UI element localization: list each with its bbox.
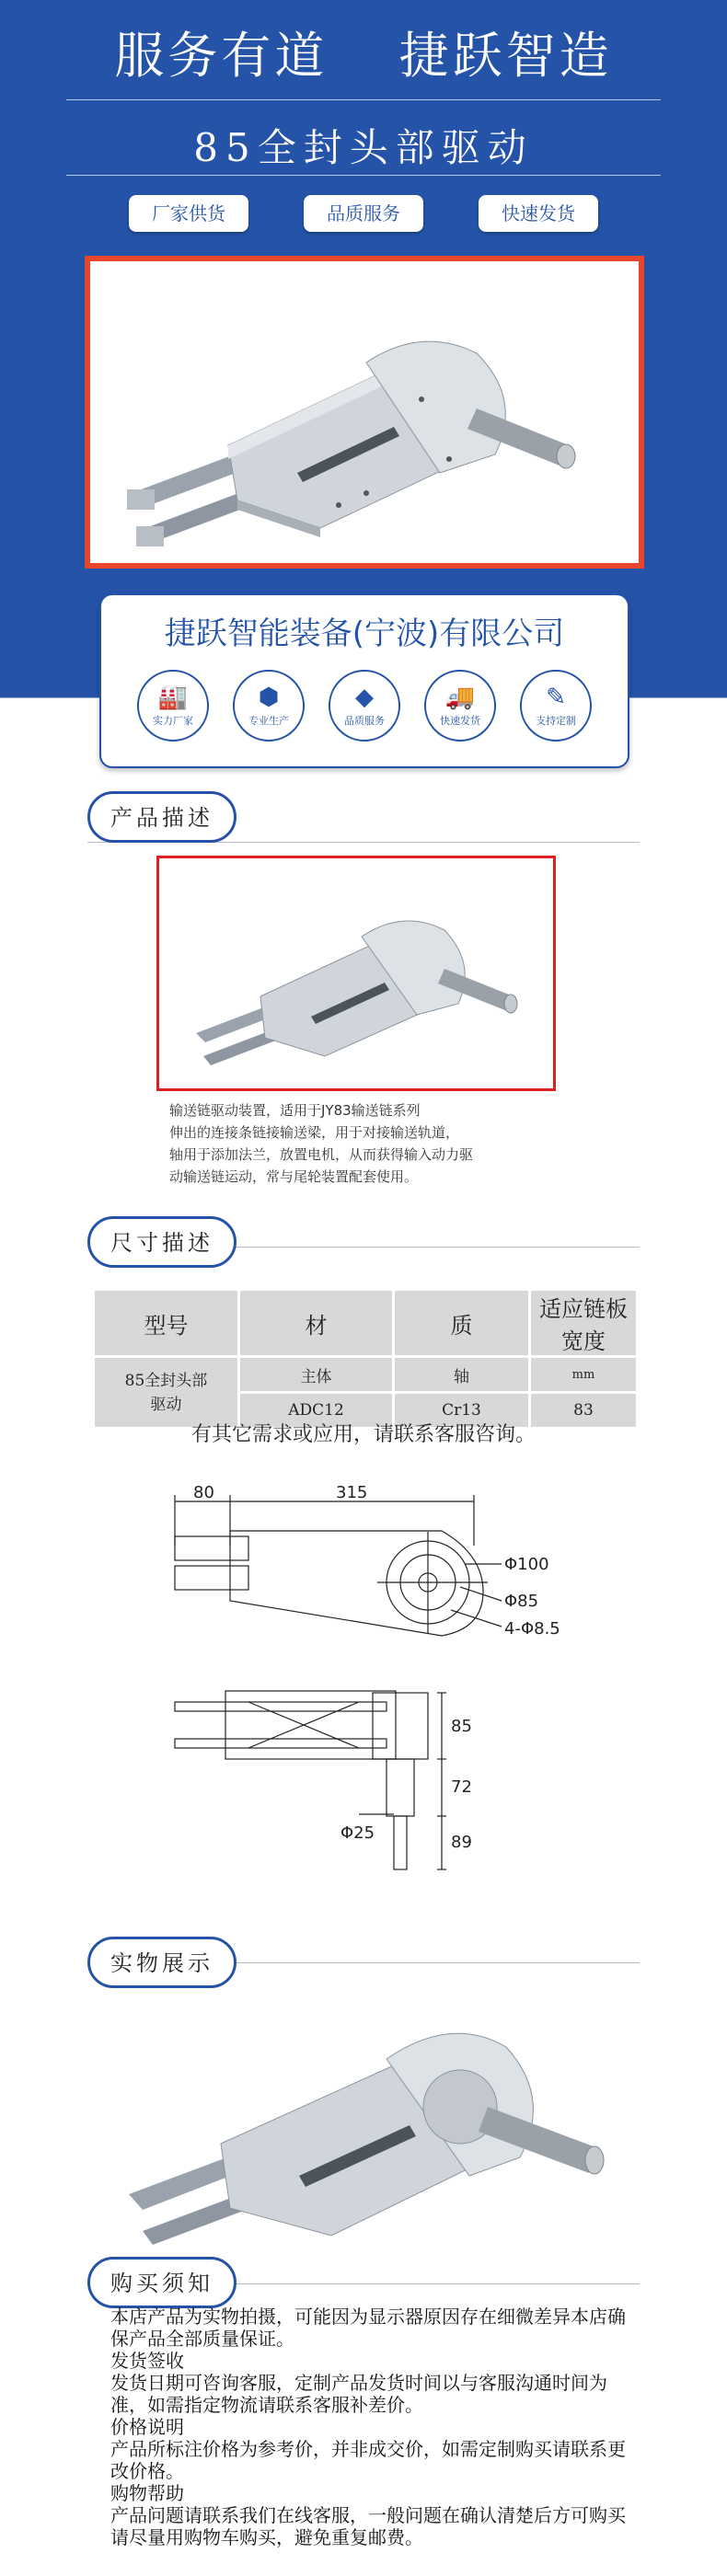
factory-icon: 🏭 — [157, 684, 189, 711]
feature-label: 品质服务 — [344, 715, 385, 727]
header-material-1: 材 — [240, 1291, 392, 1355]
cell-shaft-material: Cr13 — [395, 1394, 528, 1427]
feature-factory — [137, 670, 209, 742]
drive-unit-image — [90, 261, 639, 563]
badge-quality-service: 品质服务 — [304, 195, 423, 232]
dimension-drawing — [138, 1472, 653, 1877]
cell-unit: mm — [531, 1358, 636, 1391]
notes-paragraph: 产品问题请联系我们在线客服，一般问题在确认清楚后方可购买请尽量用购物车购买，避免重复邮费。 — [110, 2504, 626, 2548]
cell-chain-width: 83 — [531, 1394, 636, 1427]
description-line: 轴用于添加法兰，放置电机，从而获得输入动力驱 — [169, 1146, 474, 1163]
spec-contact-note: 有其它需求或应用，请联系客服咨询。 — [190, 1423, 536, 1446]
feature-delivery — [424, 670, 496, 742]
drive-unit-image — [159, 858, 553, 1088]
cell-shaft: 轴 — [395, 1358, 528, 1391]
feature-production — [233, 670, 305, 742]
dim-4-phi8-5: 4-Φ8.5 — [504, 1619, 560, 1639]
description-line: 输送链驱动装置，适用于JY83输送链系列 — [169, 1102, 421, 1119]
feature-label: 支持定制 — [536, 715, 576, 727]
notes-heading: 价格说明 — [110, 2416, 184, 2438]
cell-model — [95, 1358, 237, 1427]
dim-80: 80 — [193, 1483, 214, 1502]
diamond-icon: ◆ — [355, 684, 374, 711]
feature-quality — [329, 670, 400, 742]
model-text: 85全封头部驱动 — [124, 1371, 208, 1414]
pencil-ruler-icon: ✎ — [546, 684, 566, 711]
technical-drawing — [138, 1472, 653, 1877]
hero-rule-top — [66, 99, 661, 100]
header-chain-width: 适应链板宽度 — [531, 1291, 636, 1355]
drive-unit-image — [110, 1969, 607, 2254]
feature-label: 实力厂家 — [153, 715, 193, 727]
dim-phi25: Φ25 — [340, 1823, 375, 1843]
header-material-2: 质 — [395, 1291, 528, 1355]
notes-paragraph: 产品所标注价格为参考价，并非成交价，如需定制购买请联系更改价格。 — [110, 2438, 626, 2482]
cell-body-material: ADC12 — [240, 1394, 392, 1427]
product-description-text — [169, 1099, 611, 1188]
notes-heading: 购物帮助 — [110, 2482, 184, 2504]
feature-label: 快速发货 — [440, 715, 480, 727]
hero-title: 85全封头部驱动 — [193, 125, 534, 170]
size-description-title: 尺寸描述 — [87, 1216, 237, 1268]
dim-315: 315 — [336, 1483, 368, 1502]
dim-72: 72 — [451, 1777, 472, 1797]
feature-custom — [520, 670, 592, 742]
table-row — [95, 1291, 636, 1355]
badge-fast-delivery: 快速发货 — [479, 195, 598, 232]
header-model: 型号 — [95, 1291, 237, 1355]
cube-icon: ⬢ — [258, 684, 280, 711]
slogan-left: 服务有道 — [114, 27, 329, 85]
dim-phi85: Φ85 — [504, 1592, 539, 1611]
badge-factory-supply: 厂家供货 — [129, 195, 248, 232]
spec-table — [92, 1288, 639, 1430]
purchase-notes — [110, 2306, 626, 2548]
dim-85: 85 — [451, 1717, 472, 1736]
notes-paragraph: 本店产品为实物拍摄，可能因为显示器原因存在细微差异本店确保产品全部质量保证。 — [110, 2306, 626, 2350]
cell-body: 主体 — [240, 1358, 392, 1391]
dim-89: 89 — [451, 1833, 472, 1852]
table-row — [95, 1358, 636, 1391]
hero-rule-bottom — [66, 175, 661, 176]
slogan-right: 捷跃智造 — [398, 27, 613, 85]
purchase-notes-title: 购买须知 — [87, 2257, 237, 2308]
description-line: 动输送链运动，常与尾轮装置配套使用。 — [169, 1168, 419, 1185]
product-description-title: 产品描述 — [87, 791, 237, 843]
hero-badges — [0, 195, 727, 232]
description-product-photo — [156, 856, 556, 1091]
company-card — [99, 593, 629, 768]
dim-phi100: Φ100 — [504, 1555, 549, 1574]
notes-heading: 发货签收 — [110, 2350, 184, 2372]
description-line: 伸出的连接条链接输送梁，用于对接输送轨道， — [169, 1124, 460, 1141]
truck-icon: 🚚 — [444, 684, 476, 711]
feature-label: 专业生产 — [248, 715, 289, 727]
company-name: 捷跃智能装备(宁波)有限公司 — [164, 615, 565, 652]
hero-slogan — [0, 17, 727, 87]
hero-product-photo — [85, 256, 644, 569]
real-photo-title: 实物展示 — [87, 1937, 237, 1988]
notes-paragraph: 发货日期可咨询客服，定制产品发货时间以与客服沟通时间为准，如需指定物流请联系客服补差价。 — [110, 2372, 607, 2416]
real-product-photo — [110, 1969, 607, 2254]
company-feature-icons — [101, 670, 628, 742]
